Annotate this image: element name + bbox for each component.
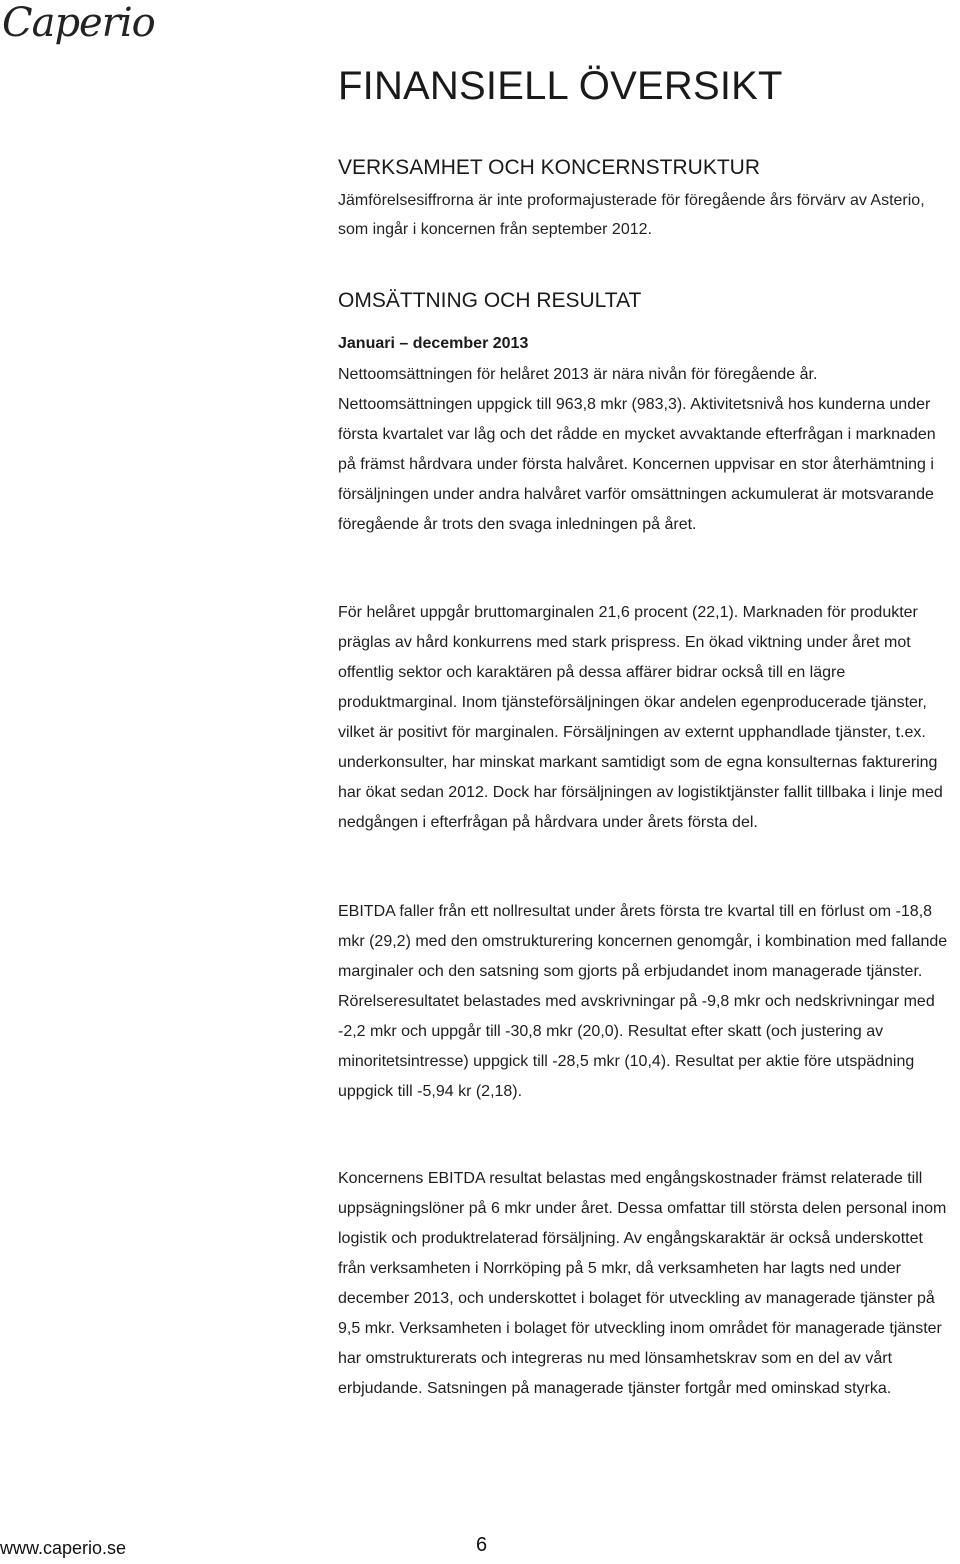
page-title: FINANSIELL ÖVERSIKT <box>338 64 783 108</box>
paragraph-ebitda: EBITDA faller från ett nollresultat under årets första tre kvartal till en förlust om -18,8 mkr (29,2) med den omstrukturering koncernen genomgår, i kombination med fallande marginaler och den satsning som gjorts på erbjudandet inom managerade tjänster. Rörelseresultatet belastades med avskrivningar på -9,8 mkr och nedskrivningar med -2,2 mkr och uppgår till -30,8 mkr (20,0). Resultat efter skatt (och justering av minoritetsintresse) uppgick till -28,5 mkr (10,4). Resultat per aktie före utspädning uppgick till -5,94 kr (2,18). <box>338 903 948 1100</box>
paragraph-nettoomsattning: Nettoomsättningen för helåret 2013 är nära nivån för föregående år. Nettoomsättningen uppgick till 963,8 mkr (983,3). Aktivitetsnivå hos kunderna under första kvartalet var låg och det rådde en mycket avvaktande efterfrågan i marknaden på främst hårdvara under första halvåret. Koncernen uppvisar en stor återhämtning i försäljningen under andra halvåret varför omsättningen ackumulerat är motsvarande föregående år trots den svaga inledningen på året. <box>338 366 936 533</box>
section-text-verksamhet: Jämförelsesiffrorna är inte proformajusterade för föregående års förvärv av Asterio, som ingår i koncernen från september 2012. <box>338 192 925 238</box>
period-subheading: Januari – december 2013 <box>338 335 529 352</box>
paragraph-engangskostnader: Koncernens EBITDA resultat belastas med engångskostnader främst relaterade till uppsägningslöner på 6 mkr under året. Dessa omfattar till största delen personal inom logistik och produktrelaterad försäljning. Av engångskaraktär är också underskottet från verksamheten i Norrköping på 5 mkr, då verksamheten har lagts ned under december 2013, och underskottet i bolaget för utveckling av managerade tjänster på 9,5 mkr. Verksamheten i bolaget för utveckling inom området för managerade tjänster har omstrukturerats och integreras nu med lönsamhetskrav som en del av vårt erbjudande. Satsningen på managerade tjänster fortgår med ominskad styrka. <box>338 1170 947 1397</box>
footer-website-link[interactable]: www.caperio.se <box>0 1538 127 1558</box>
page-number: 6 <box>476 1534 488 1556</box>
caperio-logo: Caperio <box>2 0 155 46</box>
section-heading-verksamhet: VERKSAMHET OCH KONCERNSTRUKTUR <box>338 156 760 179</box>
section-heading-omsattning: OMSÄTTNING OCH RESULTAT <box>338 289 642 312</box>
paragraph-bruttomarginal: För helåret uppgår bruttomarginalen 21,6 procent (22,1). Marknaden för produkter präglas av hård konkurrens med stark prispress. En ökad viktning under året mot offentlig sektor och karaktären på dessa affärer bidrar också till en lägre produktmarginal. Inom tjänsteförsäljningen ökar andelen egenproducerade tjänster, vilket är positivt för marginalen. Försäljningen av externt upphandlade tjänster, t.ex. underkonsulter, har minskat markant samtidigt som de egna konsulternas fakturering har ökat sedan 2012. Dock har försäljningen av logistiktjänster fallit tillbaka i linje med nedgången i efterfrågan på hårdvara under årets första del. <box>338 604 943 831</box>
